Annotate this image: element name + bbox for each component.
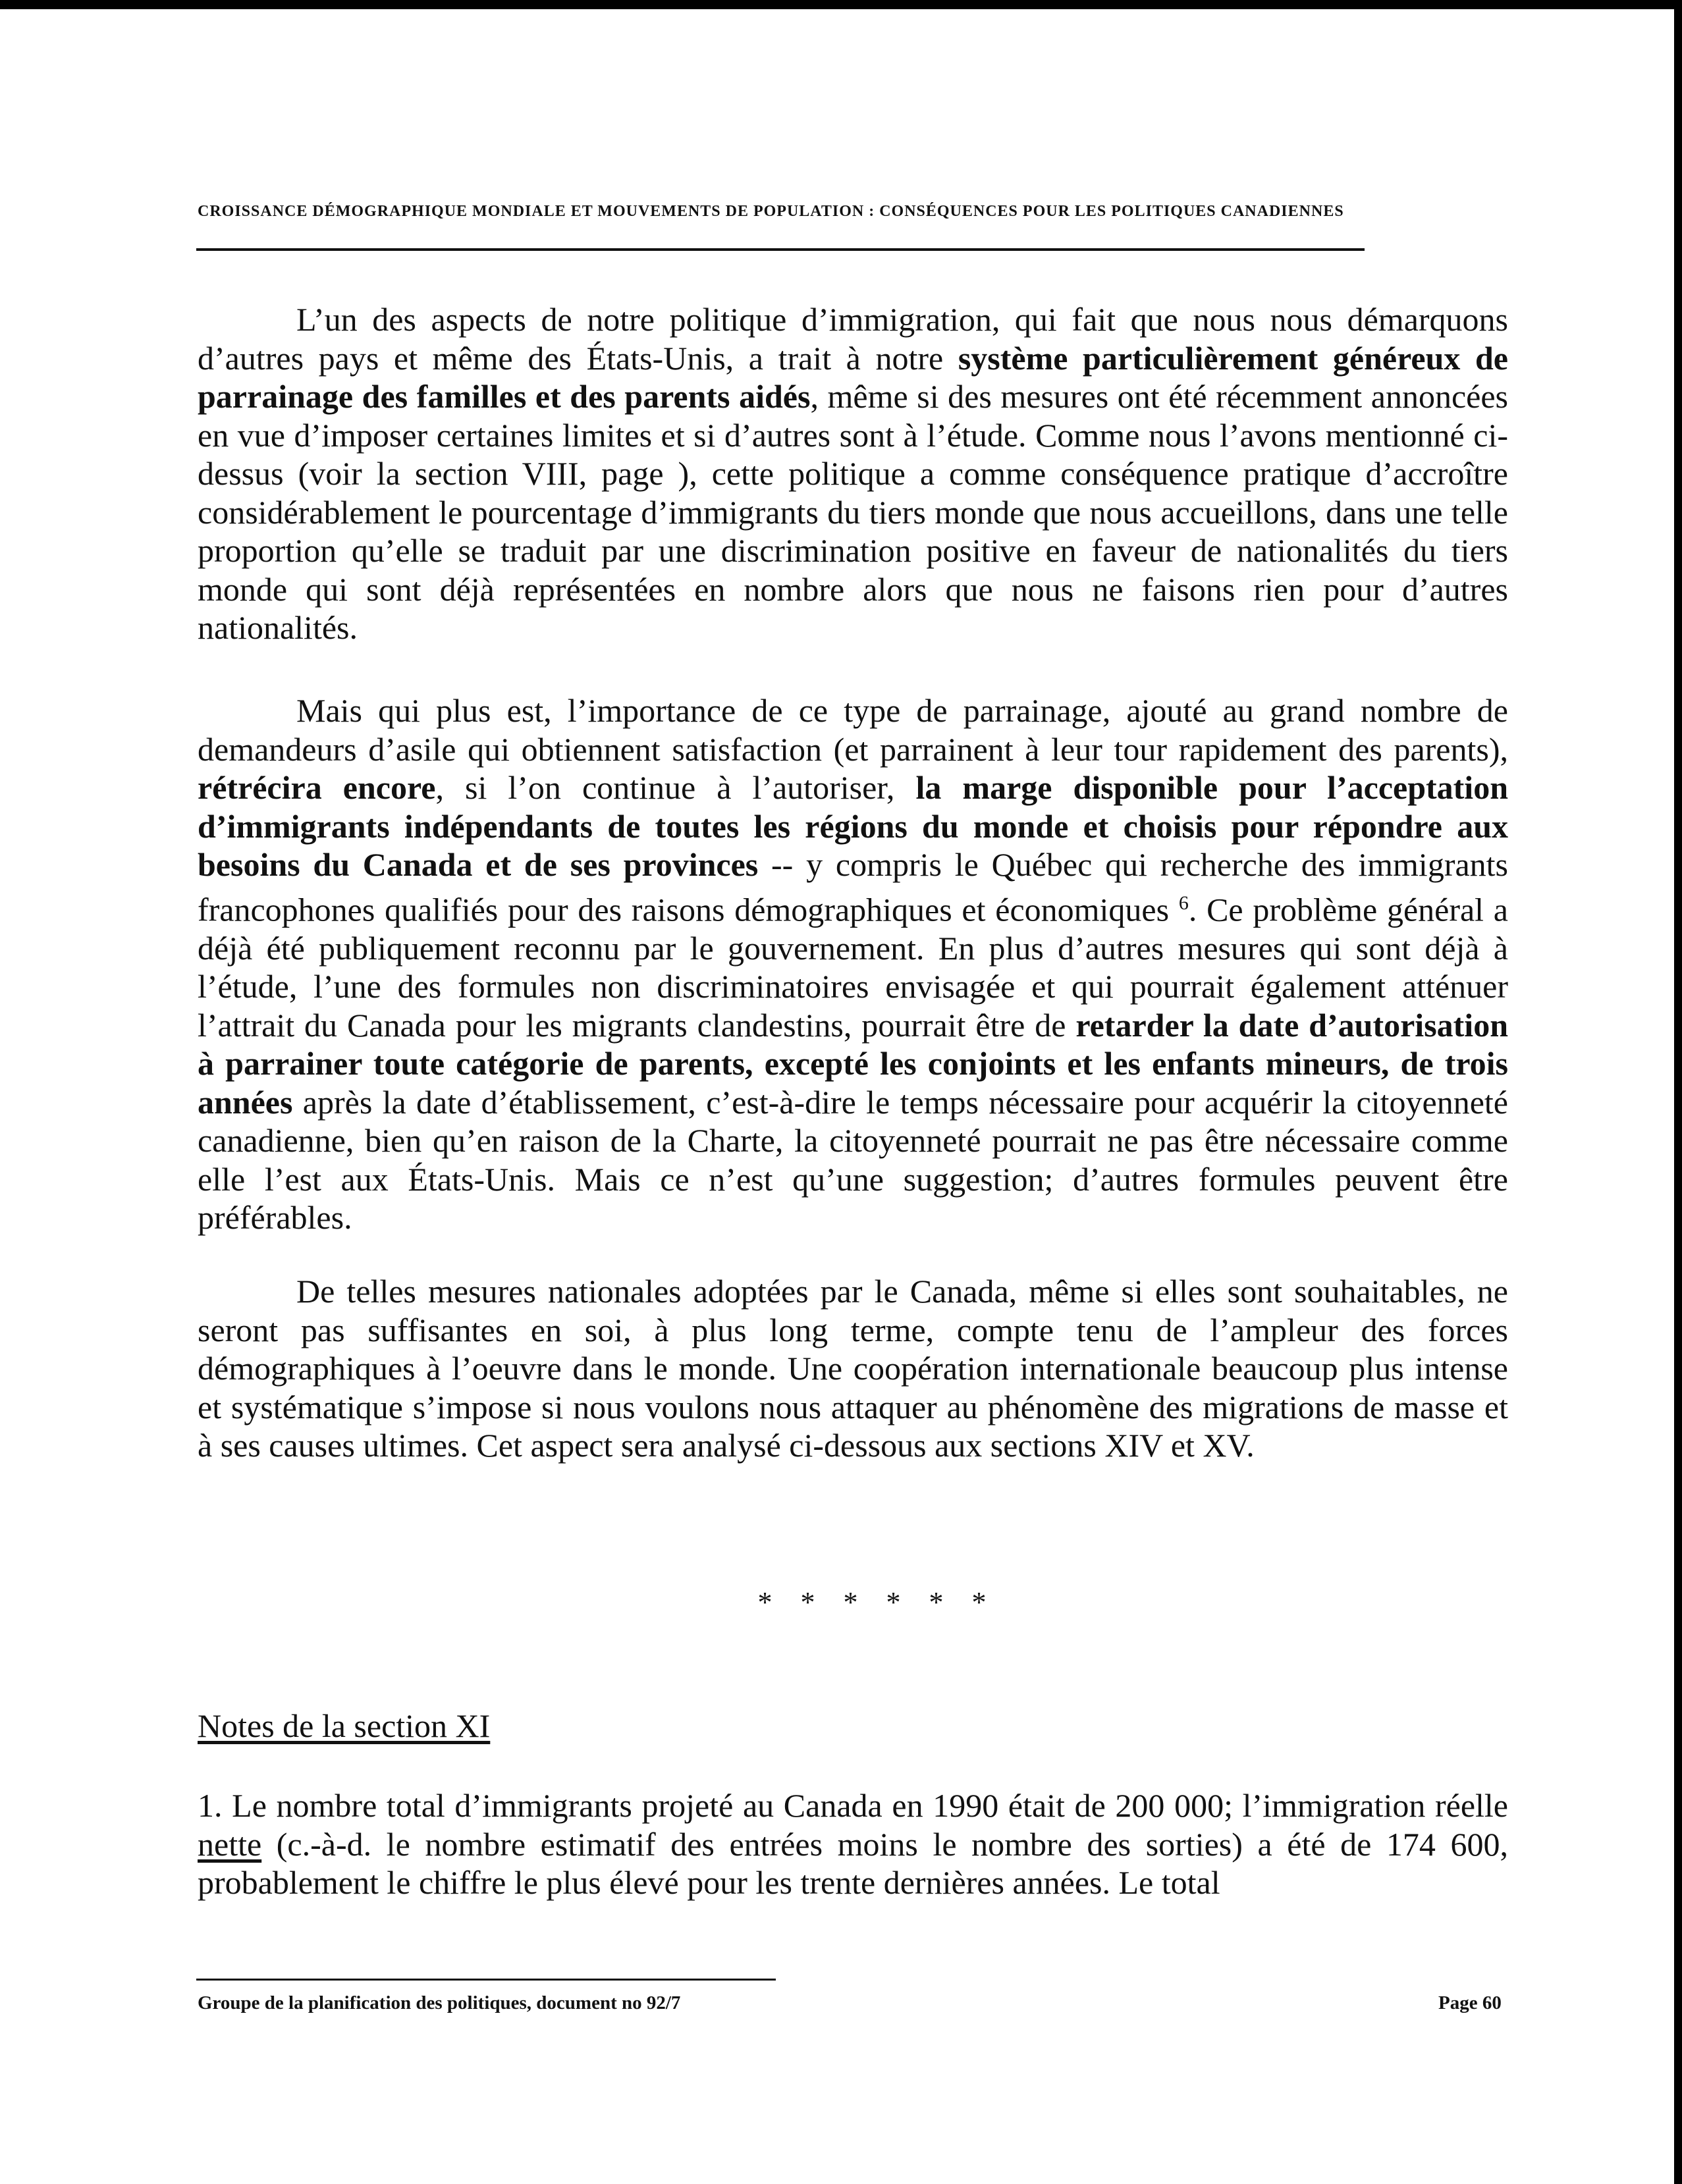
scan-right-border	[1674, 0, 1682, 2184]
section-separator: * * * * * *	[757, 1586, 997, 1618]
paragraph-2-bold-1: rétrécira encore	[198, 769, 436, 806]
paragraph-2-text-1: Mais qui plus est, l’importance de ce type de parrainage, ajouté au grand nombre de demandeurs d’asile qui obtiennent satisfaction (et parrainent à leur tour rapidement des parents),	[198, 692, 1508, 768]
paragraph-3	[198, 1272, 1508, 1465]
paragraph-2-text-2: , si l’on continue à l’autoriser,	[435, 769, 916, 806]
paragraph-2-text-4: . Ce problème général a déjà été publiquement reconnu par le gouvernement. En plus d’autres mesures qui sont déjà à l’étude, l’une des formules non discriminatoires envisagée et qui pourrait également atténuer l’attrait du Canada pour les migrants clandestins, pourrait être de	[198, 891, 1508, 1044]
paragraph-2-text-3: -- y compris le Québec qui recherche des immigrants francophones qualifiés pour des raisons démographiques et économiques	[198, 846, 1509, 928]
paragraph-3-text: De telles mesures nationales adoptées par le Canada, même si elles sont souhaitables, ne seront pas suffisantes en soi, à plus long terme, compte tenu de l’ampleur des forces démographiques à l’oeuvre dans le monde. Une coopération internationale beaucoup plus intense et systématique s’impose si nous voulons nous attaquer au phénomène des migrations de masse et à ses causes ultimes. Cet aspect sera analysé ci-dessous aux sections XIV et XV.	[198, 1273, 1508, 1464]
paragraph-1-bold-1: système particulièrement généreux de parrainage des familles et des parents aidés	[198, 339, 1508, 415]
note-1	[198, 1786, 1508, 1902]
footer-document-reference: Groupe de la planification des politiques, document no 92/7	[198, 1992, 681, 2013]
paragraph-1	[198, 300, 1508, 647]
scan-top-border	[0, 0, 1682, 9]
paragraph-1-text-1: L’un des aspects de notre politique d’immigration, qui fait que nous nous démarquons d’autres pays et même des États-Unis, a trait à notre	[198, 301, 1508, 377]
note-1-underlined: nette	[198, 1825, 262, 1863]
paragraph-2-bold-2: la marge disponible pour l’acceptation d’immigrants indépendants de toutes les régions du monde et choisis pour répondre aux besoins du Canada et de ses provinces	[198, 769, 1509, 883]
header-rule	[196, 248, 1365, 251]
paragraph-2-bold-3: retarder la date d’autorisation à parrainer toute catégorie de parents, excepté les conjoints et les enfants mineurs, de trois années	[198, 1006, 1508, 1121]
running-header: CROISSANCE DÉMOGRAPHIQUE MONDIALE ET MOUVEMENTS DE POPULATION : CONSÉQUENCES POUR LES POLITIQUES CANADIENNES	[198, 203, 1344, 220]
note-1-text-1: 1. Le nombre total d’immigrants projeté au Canada en 1990 était de 200 000; l’immigration réelle	[198, 1787, 1508, 1824]
footnote-marker: 6	[1178, 892, 1189, 914]
paragraph-1-text-2: , même si des mesures ont été récemment annoncées en vue d’imposer certaines limites et si d’autres sont à l’étude. Comme nous l’avons mentionné ci-dessus (voir la section VIII, page ), cette politique a comme conséquence pratique d’accroître considérablement le pourcentage d’immigrants du tiers monde que nous accueillons, dans une telle proportion qu’elle se traduit par une discrimination positive en faveur de nationalités du tiers monde qui sont déjà représentées en nombre alors que nous ne faisons rien pour d’autres nationalités.	[198, 378, 1508, 646]
page-number: Page 60	[1438, 1992, 1502, 2013]
notes-title: Notes de la section XI	[198, 1707, 491, 1744]
note-1-text-2: (c.-à-d. le nombre estimatif des entrées moins le nombre des sorties) a été de 174 600, probablement le chiffre le plus élevé pour les trente dernières années. Le total	[198, 1825, 1508, 1901]
footer-rule	[196, 1979, 776, 1981]
paragraph-2-text-5: après la date d’établissement, c’est-à-dire le temps nécessaire pour acquérir la citoyenneté canadienne, bien qu’en raison de la Charte, la citoyenneté pourrait ne pas être nécessaire comme elle l’est aux États-Unis. Mais ce n’est qu’une suggestion; d’autres formules peuvent être préférables.	[198, 1083, 1508, 1237]
paragraph-2	[198, 691, 1508, 1237]
